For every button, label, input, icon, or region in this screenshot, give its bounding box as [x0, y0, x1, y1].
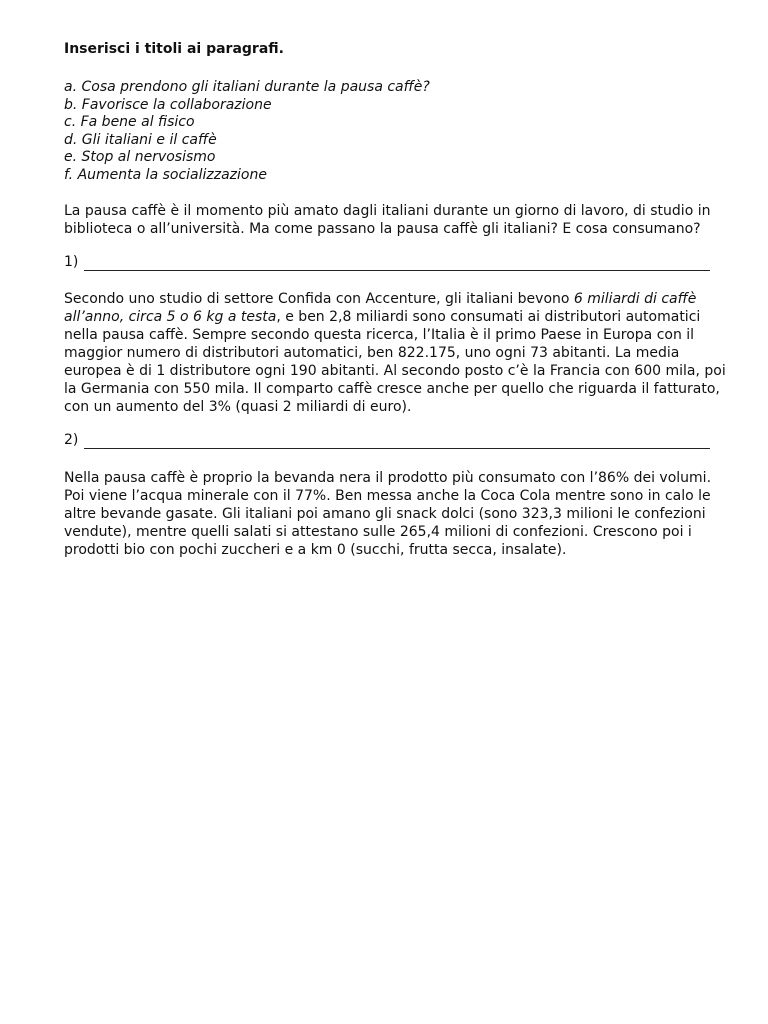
- title-options-list: [64, 78, 734, 184]
- answer-line-1: [64, 253, 734, 271]
- exercise-heading: Inserisci i titoli ai paragrafi.: [64, 41, 284, 57]
- option-d: d. Gli italiani e il caffè: [64, 131, 217, 148]
- answer-line-2: [64, 431, 734, 449]
- paragraph-1-italic: 6 miliardi di caffè all’anno, circa 5 o 6 kg a testa: [64, 290, 697, 325]
- paragraph-1-end: , e ben 2,8 miliardi sono consumati ai distributori automatici nella pausa caffè. Sempre secondo questa ricerca, l’Italia è il primo Paese in Europa con il maggior numero di distributori automatici, ben 822.175, uno ogni 73 abitanti. La media europea è di 1 distributore ogni 190 abitanti. Al secondo posto c’è la Francia con 600 mila, poi la Germania con 550 mila. Il comparto caffè cresce anche per quello che riguarda il fatturato, con un aumento del 3% (quasi 2 miliardi di euro).: [64, 308, 726, 415]
- paragraph-2: Nella pausa caffè è proprio la bevanda nera il prodotto più consumato con l’86% dei volumi. Poi viene l’acqua minerale con il 77%. Ben messa anche la Coca Cola mentre sono in calo le altre bevande gasate. Gli italiani poi amano gli snack dolci (sono 323,3 milioni le confezioni vendute), mentre quelli salati si attestano sulle 265,4 milioni di confezioni. Crescono poi i prodotti bio con pochi zuccheri e a km 0 (succhi, frutta secca, insalate).: [64, 469, 712, 558]
- paragraph-1-start: Secondo uno studio di settore Confida con Accenture, gli italiani bevono: [64, 290, 574, 307]
- answer-number-1: 1): [64, 253, 79, 270]
- answer-blank-1[interactable]: [84, 256, 710, 271]
- option-b: b. Favorisce la collaborazione: [64, 96, 272, 113]
- answer-blank-2[interactable]: [84, 434, 710, 449]
- option-c: c. Fa bene al fisico: [64, 114, 195, 131]
- option-a: a. Cosa prendono gli italiani durante la pausa caffè?: [64, 79, 430, 95]
- answer-number-2: 2): [64, 431, 79, 448]
- option-e: e. Stop al nervosismo: [64, 149, 216, 166]
- option-f: f. Aumenta la socializzazione: [64, 166, 267, 183]
- worksheet-page: [64, 40, 734, 559]
- intro-paragraph: La pausa caffè è il momento più amato dagli italiani durante un giorno di lavoro, di studio in biblioteca o all’università. Ma come passano la pausa caffè gli italiani? E cosa consumano?: [64, 202, 711, 237]
- paragraph-1: [64, 290, 734, 416]
